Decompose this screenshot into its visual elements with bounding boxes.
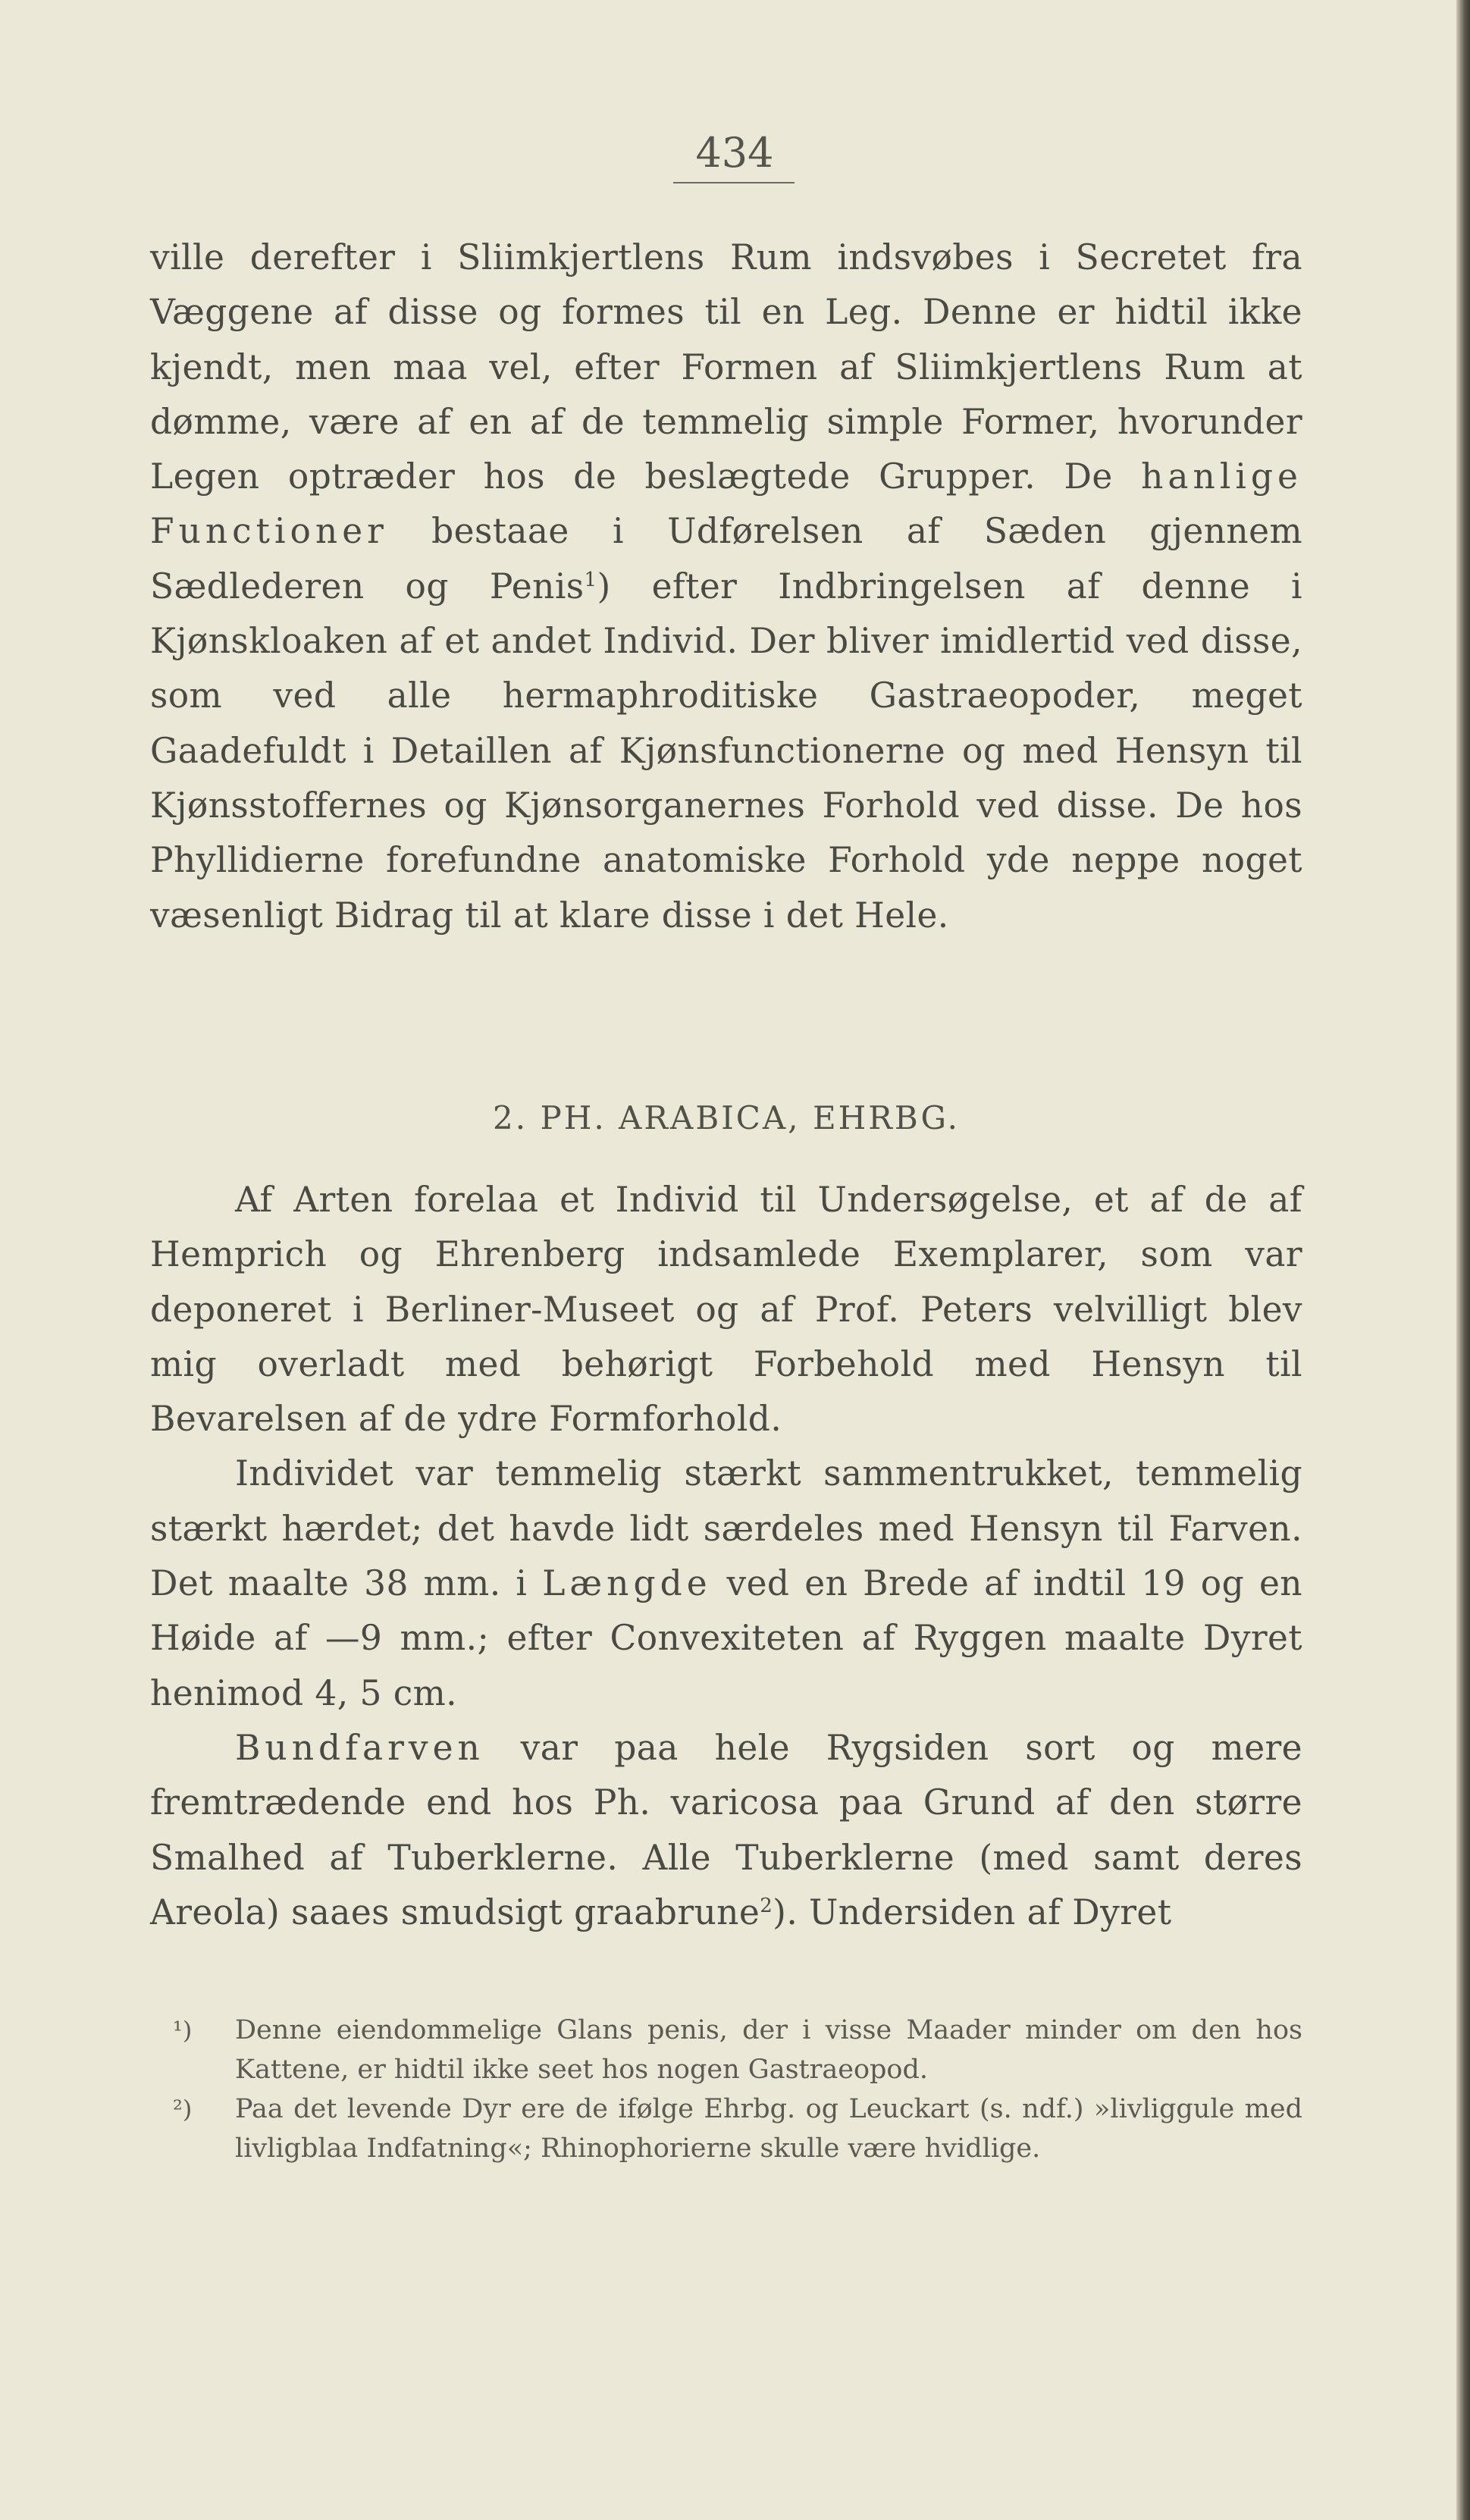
footnote-2 (150, 2089, 1302, 2168)
spaced-term-bundfarven: Bundfarven (235, 1727, 484, 1768)
page-number: 434 (695, 129, 774, 177)
footnote-1 (150, 2011, 1302, 2089)
footnote-2-mark: ²) (173, 2095, 193, 2124)
paragraph-colour (150, 1721, 1302, 1940)
paragraph-3a-text: Individet var temmelig stærkt sammentrukket, temmelig stærkt hærdet; det havde lidt særdeles med Hensyn til Farven. Det maalte 38 mm. i (150, 1453, 1302, 1604)
book-spine-edge (1456, 0, 1470, 2520)
paragraph-4c-text: ). Undersiden af Dyret (773, 1892, 1172, 1932)
spaced-term-hanlige-functioner: hanlige Functioner (150, 456, 1302, 552)
paragraph-3c-text: ved en Brede af indtil 19 og en Høide af —9 mm.; efter Convexiteten af Ryggen maalte Dyret henimod 4, 5 cm. (150, 1563, 1302, 1713)
paragraph-1-text: ville derefter i Sliimkjertlens Rum indsvøbes i Secretet fra Væggene af disse og formes til en Leg. Denne er hidtil ikke kjendt, men maa vel, efter Formen af Sliimkjertlens Rum at dømme, være af en af de temmelig simple Former, hvorunder Legen optræder hos de beslægtede Grupper. De (150, 237, 1302, 497)
footnotes (150, 2011, 1302, 2168)
paragraph-specimen: Af Arten forelaa et Individ til Undersøgelse, et af de af Hemprich og Ehrenberg indsamlede Exemplarer, som var deponeret i Berliner-Museet og af Prof. Peters velvilligt blev mig overladt med behørigt Forbehold med Hensyn til Bevarelsen af de ydre Formforhold. (150, 1180, 1302, 1440)
paragraph-1b-text: bestaae i Udførelsen af Sæden gjennem Sædlederen og Penis (150, 511, 1302, 606)
footnote-2-text: Paa det levende Dyr ere de ifølge Ehrbg. og Leuckart (s. ndf.) »livliggule med livligblaa Indfatning«; Rhinophorierne skulle være hvidlige. (235, 2094, 1302, 2164)
page-number-rule (673, 182, 795, 183)
footnote-ref-2[interactable]: 2 (760, 1894, 773, 1917)
paragraph-text (150, 230, 1302, 943)
continued-paragraph (150, 230, 1302, 943)
paragraph-1c-text: ) efter Indbringelsen af denne i Kjønskloaken af et andet Individ. Der bliver imidlertid ved disse, som ved alle hermaphroditiske Gastraeopoder, meget Gaadefuldt i Detaillen af Kjønsfunctionerne og med Hensyn til Kjønsstoffernes og Kjønsorganernes Forhold ved disse. De hos Phyllidierne forefundne anatomiske Forhold yde neppe noget væsenligt Bidrag til at klare disse i det Hele. (150, 566, 1302, 936)
section-body (150, 1173, 1302, 1940)
section-heading: 2. PH. ARABICA, EHRBG. (493, 1099, 960, 1136)
footnote-1-mark: ¹) (173, 2016, 193, 2045)
paragraph-4b-text: var paa hele Rygsiden sort og mere fremtrædende end hos Ph. varicosa paa Grund af den større Smalhed af Tuberklerne. Alle Tuberklerne (med samt deres Areola) saaes smudsigt graabrune (150, 1727, 1302, 1932)
footnote-1-text: Denne eiendommelige Glans penis, der i visse Maader minder om den hos Kattene, er hidtil ikke seet hos nogen Gastraeopod. (235, 2015, 1302, 2085)
footnote-ref-1[interactable]: 1 (584, 568, 597, 591)
paragraph-measurements (150, 1446, 1302, 1720)
spaced-term-laengde: Længde (542, 1563, 712, 1604)
